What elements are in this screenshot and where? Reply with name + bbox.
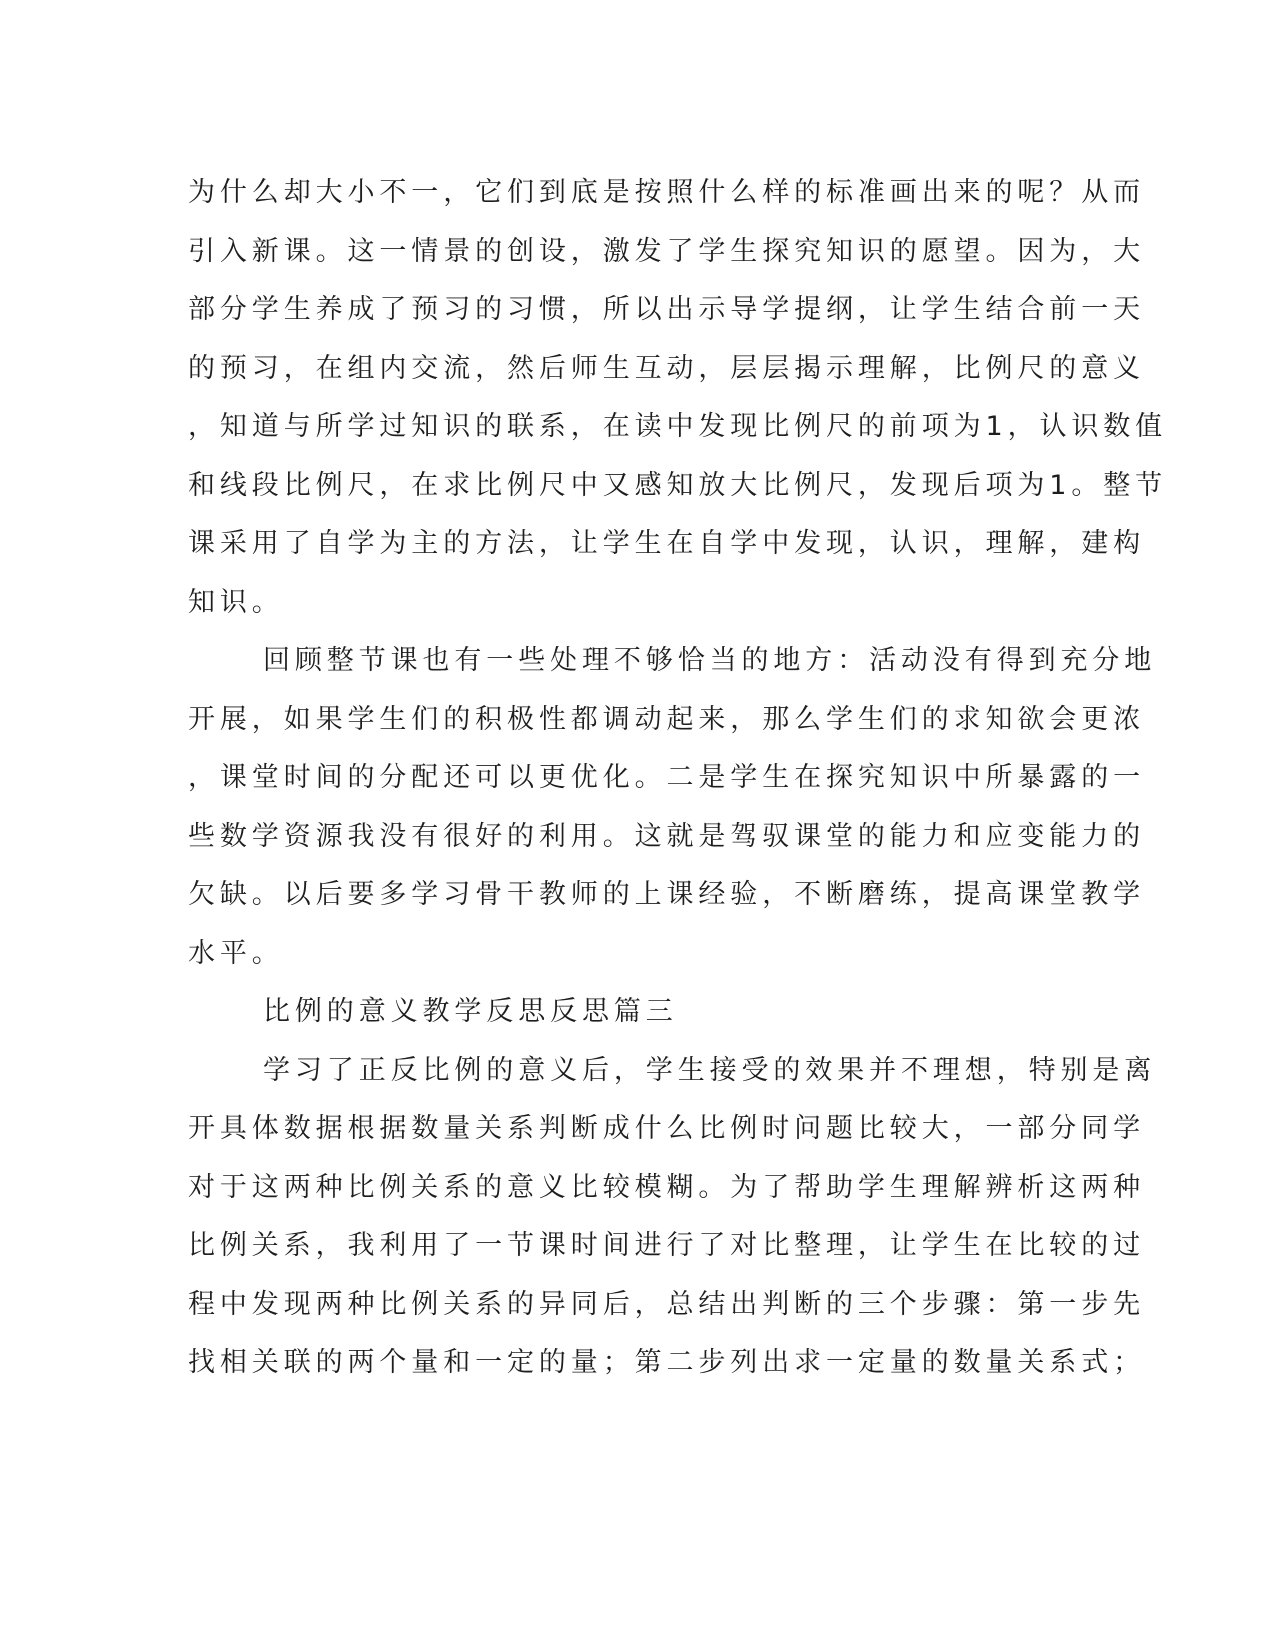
text-line: 开具体数据根据数量关系判断成什么比例时问题比较大，一部分同学 — [188, 1113, 1145, 1144]
text-line: 引入新课。这一情景的创设，激发了学生探究知识的愿望。因为，大 — [188, 235, 1145, 267]
text-line: 对于这两种比例关系的意义比较模糊。为了帮助学生理解辨析这两种 — [188, 1171, 1145, 1203]
text-line: 部分学生养成了预习的习惯，所以出示导学提纲，让学生结合前一天 — [188, 294, 1145, 325]
text-line: 和线段比例尺，在求比例尺中又感知放大比例尺，发现后项为1。整节 — [188, 469, 1168, 501]
text-line: 回顾整节课也有一些处理不够恰当的地方：活动没有得到充分地 — [263, 645, 1157, 676]
text-line: 找相关联的两个量和一定的量；第二步列出求一定量的数量关系式； — [188, 1347, 1145, 1378]
text-line: 水平。 — [188, 937, 284, 969]
text-line: 课采用了自学为主的方法，让学生在自学中发现，认识，理解，建构 — [188, 528, 1145, 559]
text-line: 为什么却大小不一，它们到底是按照什么样的标准画出来的呢？从而 — [188, 177, 1145, 208]
text-line: ，课堂时间的分配还可以更优化。二是学生在探究知识中所暴露的一 — [188, 762, 1145, 793]
text-line: 知识。 — [188, 586, 284, 618]
text-line: 的预习，在组内交流，然后师生互动，层层揭示理解，比例尺的意义 — [188, 352, 1145, 384]
text-line: 程中发现两种比例关系的异同后，总结出判断的三个步骤：第一步先 — [188, 1288, 1145, 1320]
text-line: 比例关系，我利用了一节课时间进行了对比整理，让学生在比较的过 — [188, 1230, 1145, 1261]
text-line: 些数学资源我没有很好的利用。这就是驾驭课堂的能力和应变能力的 — [188, 820, 1145, 852]
text-line: 比例的意义教学反思反思篇三 — [263, 996, 678, 1027]
text-line: 开展，如果学生们的积极性都调动起来，那么学生们的求知欲会更浓 — [188, 703, 1145, 735]
text-line: 学习了正反比例的意义后，学生接受的效果并不理想，特别是离 — [263, 1054, 1157, 1086]
text-line: ，知道与所学过知识的联系，在读中发现比例尺的前项为1，认识数值 — [188, 411, 1168, 442]
text-line: 欠缺。以后要多学习骨干教师的上课经验，不断磨练，提高课堂教学 — [188, 879, 1145, 910]
document-body — [188, 164, 1168, 1393]
